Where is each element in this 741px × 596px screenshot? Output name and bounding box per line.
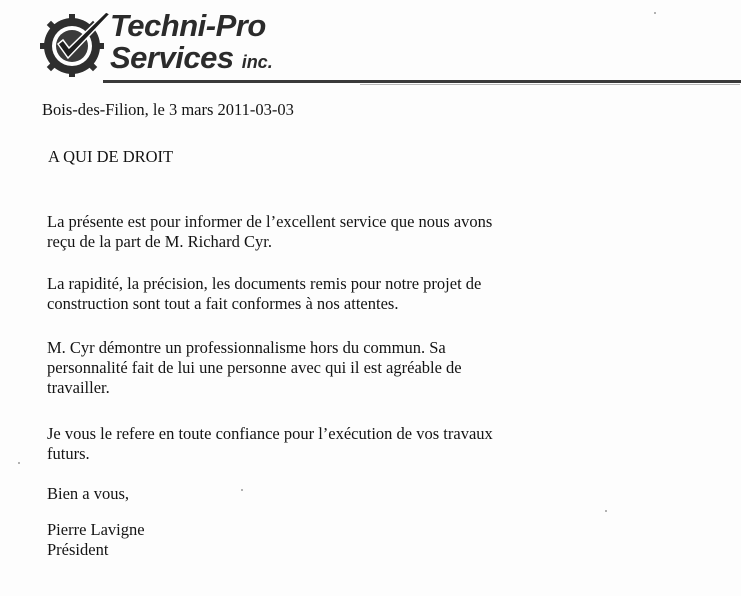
closing: Bien a vous, [47, 484, 130, 503]
salutation: A QUI DE DROIT [48, 147, 174, 166]
scan-speck [18, 462, 20, 464]
signer-title: Président [47, 540, 109, 559]
company-name [110, 10, 273, 73]
date-line: Bois-des-Filion, le 3 mars 2011-03-03 [42, 100, 294, 119]
letterhead-divider [103, 80, 741, 83]
scan-speck [241, 489, 243, 491]
paragraph-1-line-1: La présente est pour informer de l’excellent service que nous avons [47, 212, 493, 231]
paragraph-3-line-3: travailler. [47, 378, 110, 397]
paragraph-4-line-1: Je vous le refere en toute confiance pour l’exécution de vos travaux [47, 424, 493, 443]
paragraph-2-line-2: construction sont tout a fait conformes à nos attentes. [47, 294, 399, 313]
signer-name: Pierre Lavigne [47, 520, 145, 539]
checkmark-gear-logo-icon [40, 8, 112, 78]
paragraph-1-line-2: reçu de la part de M. Richard Cyr. [47, 232, 272, 251]
company-name-line1: Techni-Pro [110, 8, 266, 43]
company-name-services: Services [110, 40, 234, 75]
scan-speck [605, 510, 607, 512]
paragraph-3-line-1: M. Cyr démontre un professionnalisme hors du commun. Sa [47, 338, 446, 357]
letterhead [40, 2, 340, 82]
paragraph-3-line-2: personnalité fait de lui une personne avec qui il est agréable de [47, 358, 462, 377]
letterhead-divider-shadow [360, 84, 740, 85]
paragraph-4-line-2: futurs. [47, 444, 90, 463]
company-suffix: inc. [241, 52, 273, 72]
company-name-line2 [110, 42, 273, 73]
scan-speck [654, 12, 656, 14]
paragraph-2-line-1: La rapidité, la précision, les documents remis pour notre projet de [47, 274, 482, 293]
